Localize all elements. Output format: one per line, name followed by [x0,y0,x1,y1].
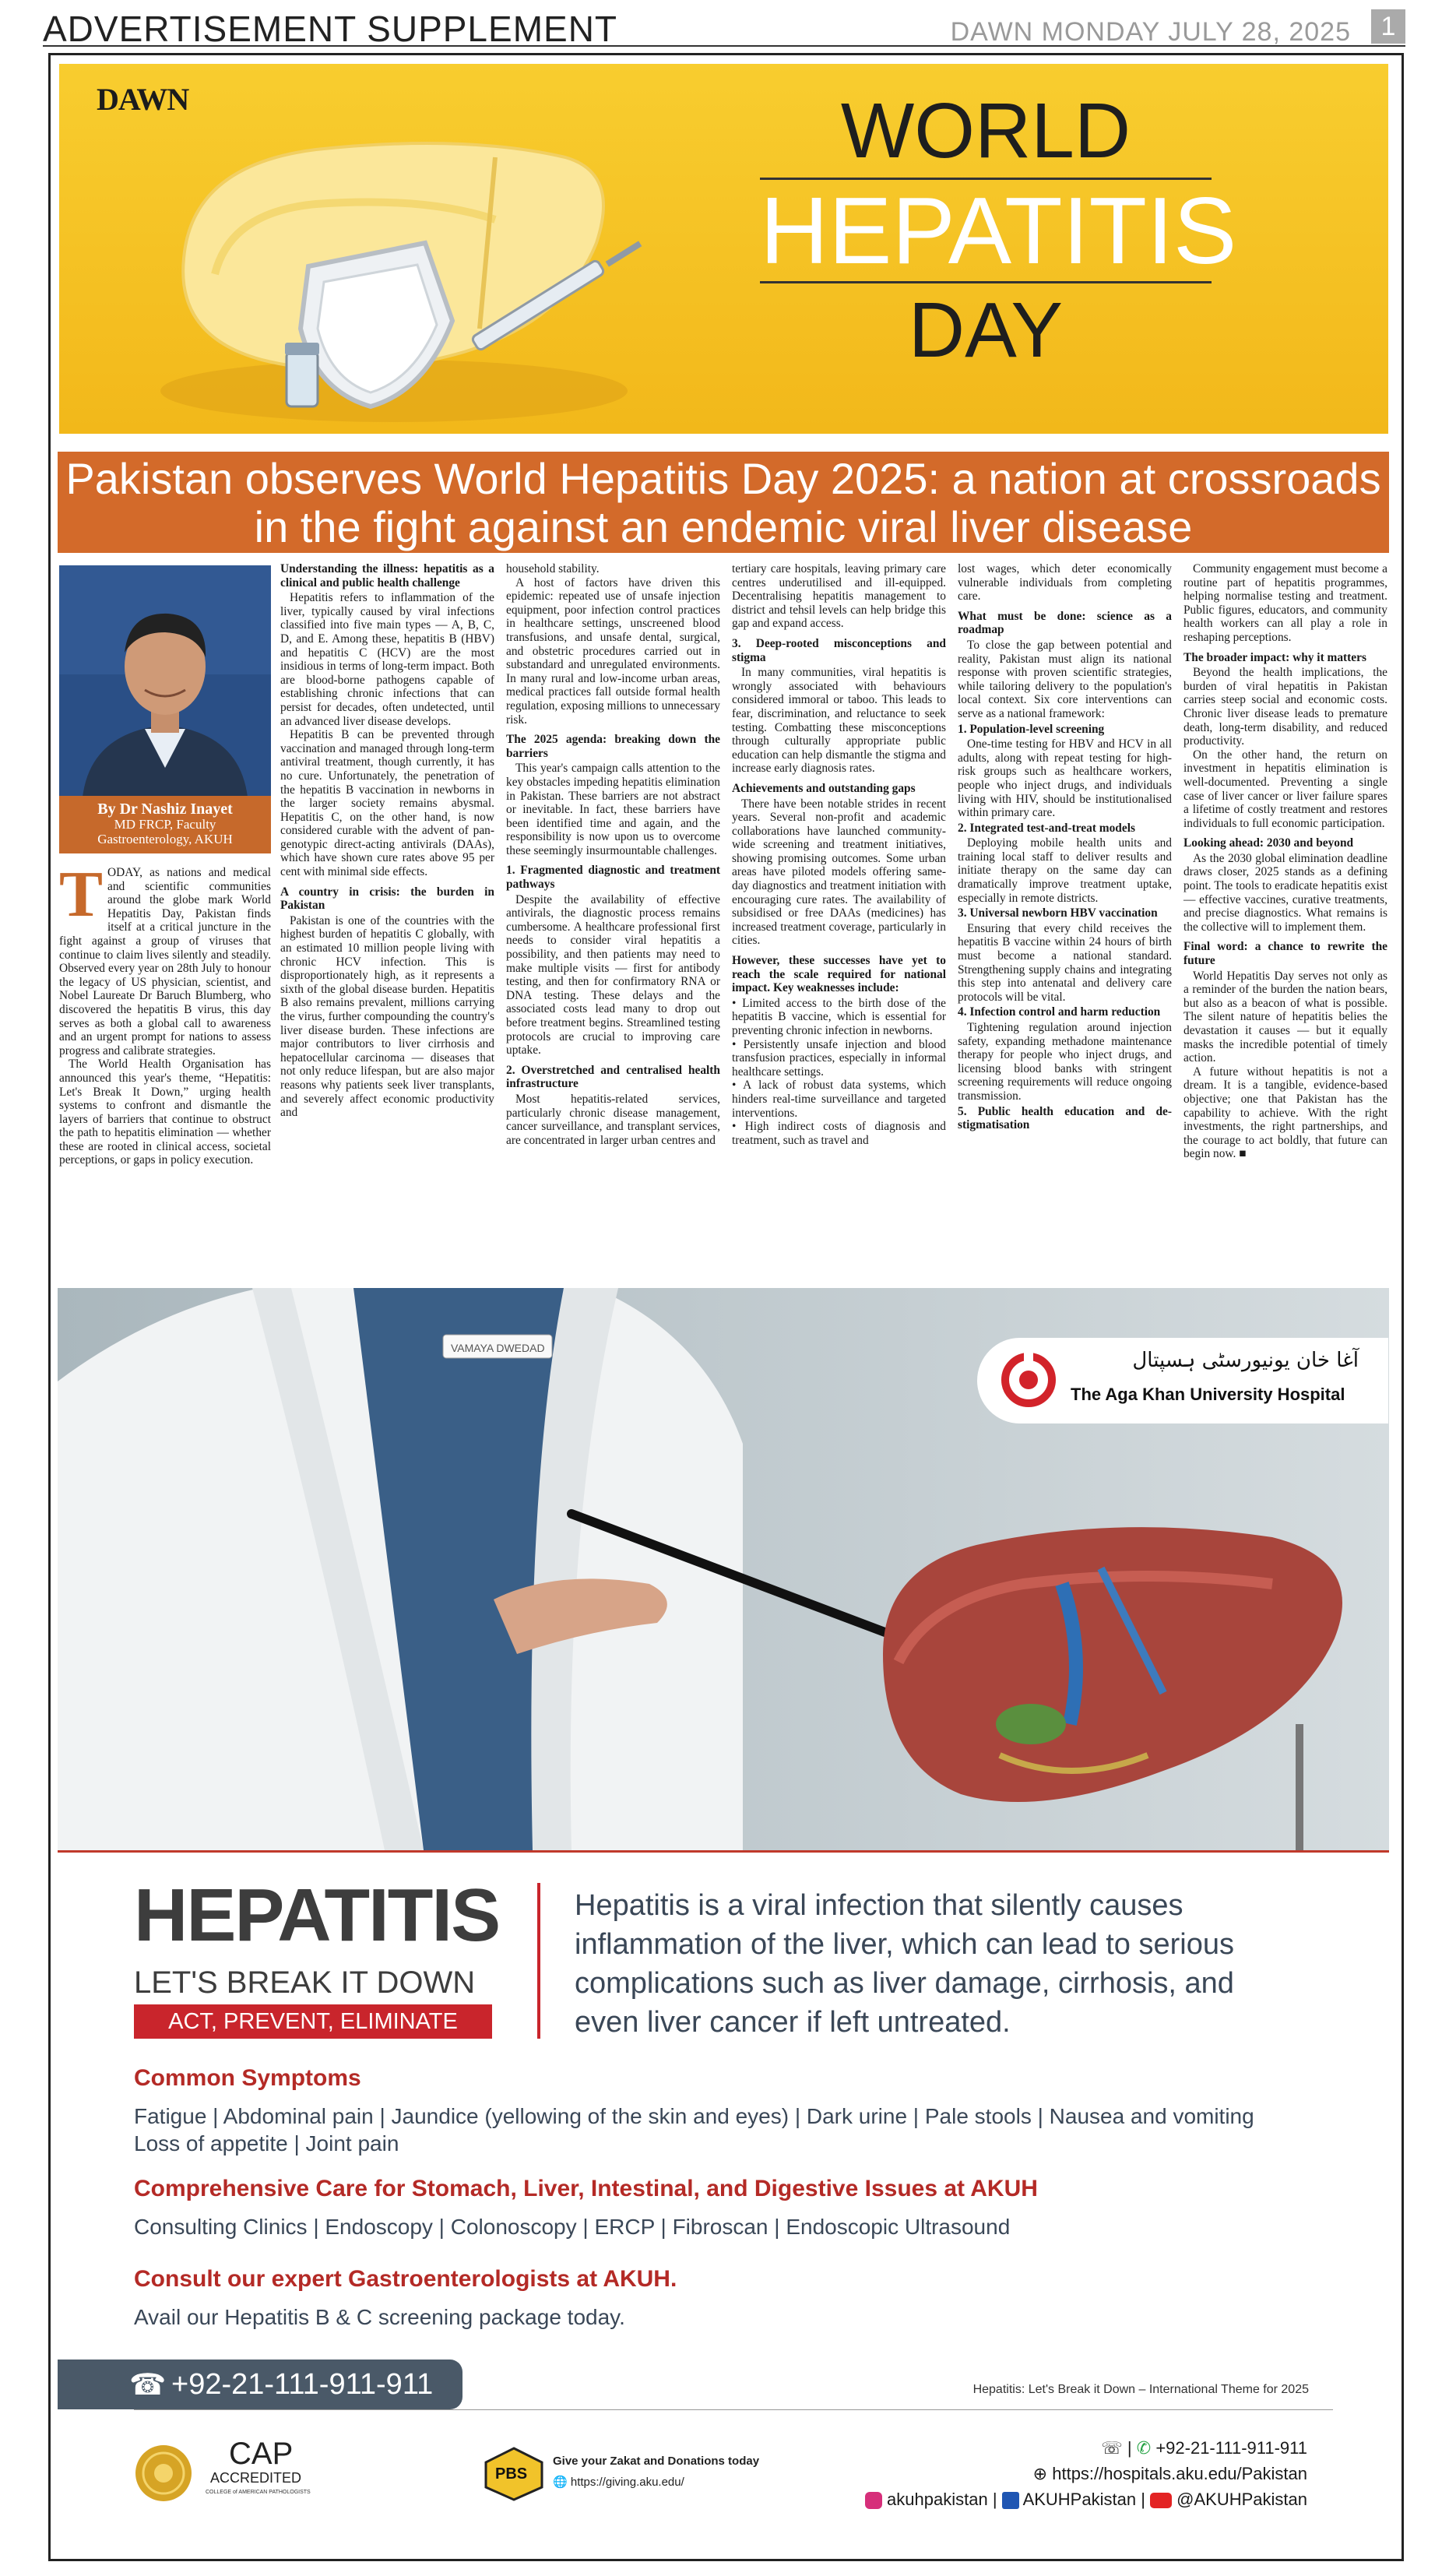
cap-logo-text: CAP [229,2437,294,2471]
article-column-3 [506,562,720,1147]
subheading: The 2025 agenda: breaking down the barriers [506,733,720,760]
bullet-item: • High indirect costs of diagnosis and treatment, such as travel and [732,1120,946,1147]
dateline: DAWN MONDAY JULY 28, 2025 [950,17,1351,47]
subheading: Final word: a chance to rewrite the future [1183,940,1387,968]
theme-note: Hepatitis: Let's Break it Down – International Theme for 2025 [972,2383,1309,2396]
footer-website-line[interactable] [865,2462,1307,2487]
paragraph: Beyond the health implications, the burden of viral hepatitis in Pakistan carries steep social and economic costs. Chronic liver disease leads to premature death, long-term disability, and reduced productivity. [1183,666,1387,748]
youtube-handle[interactable]: @AKUHPakistan [1176,2490,1307,2509]
subheading: 2. Integrated test-and-treat models [958,821,1135,835]
subheading: 4. Infection control and harm reduction [958,1005,1161,1019]
subheading: Understanding the illness: hepatitis as a clinical and public health challenge [280,562,494,589]
consult-line: Avail our Hepatitis B & C screening package today. [134,2305,625,2329]
phone-number[interactable]: +92-21-111-911-911 [171,2368,434,2401]
author-department: Gastroenterology, AKUH [97,832,233,846]
article-column-6 [1183,562,1387,1161]
paragraph: The World Health Organisation has announced this year's theme, “Hepatitis: Let's Break It Down,” urging health systems to confront and dismantle the layers of barriers that continue to obstruct the path to hepatitis elimination — whether these are rooted in clinical access, societal perceptions, or gaps in policy execution. [59,1057,271,1167]
paragraph: tertiary care hospitals, leaving primary care centres underutilised and ill-equipped. Decentralising hepatitis management to district and tehsil levels can help bridge this gap and expand access. [732,562,946,631]
divider [537,1883,540,2039]
bullet-item: • Limited access to the birth dose of the hepatitis B vaccine, which is essential for preventing chronic infection in newborns. [732,996,946,1037]
subheading: 3. Deep-rooted misconceptions and stigma [732,636,946,664]
article-column-1 [59,858,271,1167]
akuh-emblem-icon [1001,1352,1057,1408]
paragraph: In many communities, viral hepatitis is wrongly associated with behaviours considered immoral or taboo. This leads to fear, discrimination, and reluctance to seek testing. Combatting these misconceptions through culturally appropriate public education can help dismantle the stigma and increase early diagnosis rates. [732,666,946,776]
hero-banner [59,64,1388,434]
name-tag: VAMAYA DWEDAD [451,1342,545,1354]
author-byline [59,796,271,853]
masthead-rule [43,45,1405,47]
drop-cap: T [59,858,104,931]
globe-icon: 🌐 [553,2475,568,2489]
paragraph: A future without hepatitis is not a dream. It is a tangible, evidence-based objective; one that Pakistan has the capability to achieve. With the right investments, the right partnerships, and the courage to act boldly, that future can begin now. ■ [1183,1065,1387,1161]
donate-text: Give your Zakat and Donations today [553,2455,760,2468]
campaign-action: ACT, PREVENT, ELIMINATE [134,2004,492,2039]
paragraph: Hepatitis B can be prevented through vaccination and managed through long-term antiviral treatment, though currently, it has no cure. Unfortunately, the penetration of the hepatitis B vaccination in newborns in the larger society remains abysmal. Hepatitis C, on the other hand, is now considered curable with the advent of pan-genotypic direct-acting antivirals (DAAs), which have shown cure rates above 95 per cent with minimal side effects. [280,728,494,879]
subheading: 2. Overstretched and centralised health infrastructure [506,1063,720,1091]
page-number: 1 [1371,9,1405,44]
subheading: Looking ahead: 2030 and beyond [1183,836,1354,850]
subheading: 1. Fragmented diagnostic and treatment pathways [506,864,720,892]
paragraph: One-time testing for HBV and HCV in all adults, along with repeat testing for high-risk groups such as healthcare workers, people who inject drugs, and individuals living with HIV, should be institutionalised within primary care. [958,737,1172,820]
facebook-handle[interactable]: AKUHPakistan [1022,2490,1137,2509]
services-list: Consulting Clinics | Endoscopy | Colonoscopy | ERCP | Fibroscan | Endoscopic Ultrasound [134,2215,1011,2239]
dawn-logo: DAWN [97,82,189,117]
hepatitis-campaign-logo [134,1874,500,2039]
globe-icon: ⊕ [1032,2465,1048,2484]
bullet-item: • A lack of robust data systems, which hinders real-time surveillance and targeted interventions. [732,1079,946,1120]
footer-contacts [865,2436,1307,2512]
author-name: By Dr Nashiz Inayet [97,801,233,818]
subheading: However, these successes have yet to reach the scale required for national impact. Key weaknesses include: [732,954,946,995]
youtube-icon [1150,2493,1172,2508]
services-heading: Comprehensive Care for Stomach, Liver, Intestinal, and Digestive Issues at AKUH [134,2176,1038,2201]
whatsapp-icon: ✆ [1136,2439,1152,2458]
liver-shield-illustration [59,64,698,434]
symptoms-line-1: Fatigue | Abdominal pain | Jaundice (yellowing of the skin and eyes) | Dark urine | Pale stools | Nausea and vomiting [134,2104,1254,2128]
instagram-icon [865,2492,882,2509]
article-intro [59,858,271,1057]
masthead [43,6,1405,47]
paragraph: To close the gap between potential and reality, Pakistan must align its national response with proven scientific strategies, while tailoring delivery to the population's local context. Six core interventions can serve as a national framework: [958,638,1172,720]
paragraph: As the 2030 global elimination deadline draws closer, 2025 stands as a defining point. The tools to eradicate hepatitis exist — effective vaccines, curative treatments, and precise diagnostics. What remains is the collective will to implement them. [1183,851,1387,934]
cap-org-text: COLLEGE of AMERICAN PATHOLOGISTS [206,2490,311,2495]
bullet-item: • Persistently unsafe injection and blood transfusion practices, especially in informal healthcare settings. [732,1037,946,1079]
hero-title [705,87,1266,374]
paragraph: lost wages, which deter economically vulnerable individuals from completing care. [958,562,1172,604]
article-column-5 [958,562,1172,1134]
supplement-label: ADVERTISEMENT SUPPLEMENT [43,9,618,49]
article-headline: Pakistan observes World Hepatitis Day 2025: a nation at crossroads in the fight against an endemic viral liver disease [58,452,1389,553]
subheading: What must be done: science as a roadmap [958,609,1172,637]
paragraph: On the other hand, the return on investment in hepatitis elimination is well-documented. Preventing a single case of liver cancer or liver failure spares a lifetime of costly treatment and restores individuals to full economic participation. [1183,748,1387,830]
author-photo [59,565,271,797]
subheading: 5. Public health education and de-stigmatisation [958,1104,1172,1132]
hero-title-day: DAY [908,287,1064,374]
footer-social-line: akuhpakistan | AKUHPakistan | @AKUHPakistan [865,2487,1307,2512]
pbs-label: PBS [495,2465,528,2483]
hero-title-world: WORLD [840,87,1131,174]
paragraph: This year's campaign calls attention to the key obstacles impeding hepatitis elimination in Pakistan. These barriers are not abstract or inevitable. In fact, these barriers have been identified time and again, and the responsibility is now upon us to overcome these seemingly insurmountable challenges. [506,762,720,857]
paragraph: There have been notable strides in recent years. Several non-profit and academic collaborations have launched community-wide screening and treatment initiatives, showing promising outcomes. Some urban areas have piloted models offering same-day diagnostics and treatment initiation with encouraging cure rates. The availability of subsidised or free DAAs (medicines) has increased treatment coverage, particularly in cities. [732,797,946,948]
subheading: 3. Universal newborn HBV vaccination [958,906,1158,920]
symptoms-line-2: Loss of appetite | Joint pain [134,2131,399,2155]
akuh-logo-card [977,1338,1388,1423]
paragraph: Most hepatitis-related services, particularly chronic disease management, cancer surveillance, and transplant services, are concentrated in larger urban centres and [506,1092,720,1147]
campaign-description: Hepatitis is a viral infection that silently causes inflammation of the liver, which can lead to serious complications such as liver damage, cirrhosis, and even liver cancer if left untreated. [575,1889,1234,2039]
gold-seal-icon [134,2444,193,2503]
phone-icon: ☏ [1101,2439,1123,2458]
donate-url[interactable]: https://giving.aku.edu/ [570,2476,684,2489]
campaign-logo-word: HEPATITIS [134,1874,500,1957]
hero-title-hepatitis: HEPATITIS [760,178,1237,283]
footer-phone-line[interactable]: ☏ | ✆ +92-21-111-911-911 [1101,2438,1307,2458]
paragraph: World Hepatitis Day serves not only as a reminder of the burden the nation bears, but also as a beacon of what is possible. The silent nature of hepatitis belies the devastation it causes — but it equally masks the incredible potential of timely action. [1183,969,1387,1065]
subheading: The broader impact: why it matters [1183,650,1366,664]
subheading: A country in crisis: the burden in Pakistan [280,885,494,913]
campaign-tagline: LET'S BREAK IT DOWN [134,1965,476,2000]
phone-banner[interactable] [58,2360,462,2409]
hospital-name-urdu: آغا خان یونیورسٹی ہسپتال [1132,1349,1359,1372]
footer-phone[interactable]: +92-21-111-911-911 [1155,2438,1307,2458]
subheading: 1. Population-level screening [958,722,1105,736]
paragraph: Pakistan is one of the countries with the highest burden of hepatitis C globally, with an estimated 10 million people living with chronic HCV infection. This is disproportionately high, as it represents a sixth of the global disease burden. Hepatitis B also remains prevalent, millions carrying the virus, further compounding the country's liver disease burden. These infections are major contributors to liver cirrhosis and hepatocellular carcinoma — diseases that not only reduce lifespan, but are also major reasons why patients seek liver transplants, and severely affect economic productivity and [280,913,494,1120]
paragraph: household stability. [506,562,600,575]
consult-heading: Consult our expert Gastroenterologists at AKUH. [134,2266,677,2292]
facebook-icon [1002,2492,1019,2509]
donate-link[interactable] [553,2475,684,2489]
author-credentials: MD FRCP, Faculty [114,817,216,832]
footer-rule [134,2409,1333,2410]
cap-accreditation [206,2437,361,2495]
subheading: Achievements and outstanding gaps [732,781,916,795]
phone-icon: ☎ [129,2367,167,2402]
paragraph: Tightening regulation around injection safety, expanding methadone maintenance therapy for people who inject drugs, and licensing blood banks with stringent screening requirements will reduce ongoing transmission. [958,1021,1172,1103]
symptoms-heading: Common Symptoms [134,2065,361,2091]
paragraph: Ensuring that every child receives the hepatitis B vaccine within 24 hours of birth must become a national standard. Strengthening supply chains and integrating this step into antenatal and delivery care protocols will be vital. [958,921,1172,1004]
paragraph: Despite the availability of effective antivirals, the diagnostic process remains cumbersome. A healthcare professional first needs to consider viral hepatitis a possibility, and then patients may need to make multiple visits — first for antibody testing, and then for confirmatory RNA or DNA testing. These delays and the associated costs lead many to drop out before treatment begins. Streamlined testing protocols are crucial to improving care uptake. [506,892,720,1057]
paragraph: ODAY, as nations and medical and scientific communities around the globe mark World Hepatitis Day, Pakistan finds itself at a critical juncture in the fight against a group of viruses that continue to claim lives silently and steadily. Observed every year on 28th July to honour the legacy of US physician, scientist, and Nobel Laureate Dr Baruch Blumberg, who discovered the hepatitis B virus, this day serves as both a global call to awareness and an urgent prompt for nations to assess progress and calibrate strategies. [59,866,271,1057]
article-column-2 [280,562,494,1120]
article-column-4 [732,562,946,1147]
website-url[interactable]: https://hospitals.aku.edu/Pakistan [1052,2464,1307,2483]
paragraph: Hepatitis refers to inflammation of the liver, typically caused by viral infections classified into five main types — A, B, C, D, and E. Among these, hepatitis B (HBV) and hepatitis C (HCV) are the most insidious in terms of long-term impact. Both are blood-borne pathogens capable of establishing chronic infections that can persist for decades, often undetected, until an advanced liver disease develops. [280,591,494,728]
paragraph: Community engagement must become a routine part of hepatitis programmes, helping normalise testing and treatment. Public figures, educators, and community health workers can all play a role in reshaping perceptions. [1183,562,1387,644]
paragraph: A host of factors have driven this epidemic: repeated use of unsafe injection equipment, poor infection control practices in healthcare settings, unscreened blood transfusions, and unsafe dental, surgical, and obstetric procedures carried out in substandard and unregulated environments. In many rural and low-income urban areas, medical practices fall outside formal health regulation, exposing millions to unnecessary risk. [506,575,720,727]
hospital-name: The Aga Khan University Hospital [1071,1385,1345,1404]
cap-accredited-text: ACCREDITED [210,2470,302,2486]
paragraph: Deploying mobile health units and training local staff to deliver results and initiate therapy on the same day can dramatically improve treatment uptake, especially in remote districts. [958,836,1172,905]
instagram-handle[interactable]: akuhpakistan [887,2490,988,2509]
